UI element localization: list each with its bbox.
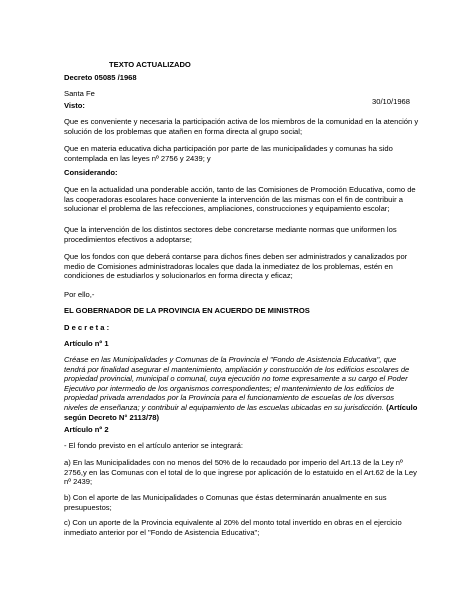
por-ello: Por ello,- (64, 290, 95, 299)
decree-number: Decreto 05085 /1968 (64, 73, 137, 82)
article-1-text: Créase en las Municipalidades y Comunas de la Provincia el "Fondo de Asistencia Educativa", que tendrá por finalidad asegurar el mantenimiento, ampliación y construcción de los edificios escolares de propiedad provincial, municipal o comunal, cuya ejecución no tome expresamente a su cargo el Poder Ejecutivo por intermedio de los organismos correspondientes; el mantenimiento de los edificios de propiedad privada arrendados por la Provincia para el funcionamiento de escuelas de los diversos niveles de enseñanza; y contribuir al equipamiento de las escuelas ubicadas en su jurisdicción. (64, 355, 410, 412)
gobernador-line: EL GOBERNADOR DE LA PROVINCIA EN ACUERDO DE MINISTROS (64, 306, 310, 315)
considerando-heading: Considerando: (64, 168, 118, 177)
header-title: TEXTO ACTUALIZADO (109, 60, 191, 69)
decreta-line: D e c r e t a : (64, 323, 110, 332)
considerando-paragraph-1: Que en la actualidad una ponderable acción, tanto de las Comisiones de Promoción Educativa, como de las cooperadoras escolares hace conveniente la intervención de las mismas con el fin de contribuir a solucionar el problema de las refecciones, ampliaciones, construcciones y equipamiento escolar; (64, 185, 416, 214)
article-1-body (64, 355, 419, 422)
visto-paragraph-1: Que es conveniente y necesaria la participación activa de los miembros de la comunidad en la atención y solución de los problemas que atañen en forma directa al grupo social; (64, 117, 419, 136)
article-2-item-c: c) Con un aporte de la Provincia equivalente al 20% del monto total invertido en obras en el ejercicio inmediato anterior por el "Fondo de Asistencia Educativa"; (64, 518, 402, 537)
article-1-note: (Artículo según Decreto N° 2113/78) (64, 402, 418, 422)
article-2-item-b: b) Con el aporte de las Municipalidades o Comunas que éstas determinarán anualmente en sus presupuestos; (64, 493, 387, 512)
considerando-paragraph-3: Que los fondos con que deberá contarse para dichos fines deben ser administrados y canalizados por medio de Comisiones administradoras locales que dada la inmediatez de los problemas, estén en condiciones de estudiarlos y solucionarlos en forma directa y eficaz; (64, 252, 408, 281)
article-2-intro: - El fondo previsto en el artículo anterior se integrará: (64, 441, 243, 450)
article-2-heading: Artículo nº 2 (64, 425, 109, 434)
visto-paragraph-2: Que en materia educativa dicha participación por parte de las municipalidades y comunas ha sido contemplada en las leyes nº 2756 y 2439; y (64, 144, 393, 163)
considerando-paragraph-2: Que la intervención de los distintos sectores debe concretarse mediante normas que uniformen los procedimientos efectivos a adoptarse; (64, 225, 397, 244)
article-1-heading: Artículo nº 1 (64, 339, 109, 348)
article-2-item-a: a) En las Municipalidades con no menos del 50% de lo recaudado por imperio del Art.13 de la Ley nº 2756,y en las Comunas con el total de lo que ingrese por aplicación de lo estatuido en el Art.62 de la Ley nº 2439; (64, 458, 417, 487)
date: 30/10/1968 (372, 96, 411, 106)
place: Santa Fe (64, 89, 95, 98)
visto-heading: Visto: (64, 101, 85, 110)
